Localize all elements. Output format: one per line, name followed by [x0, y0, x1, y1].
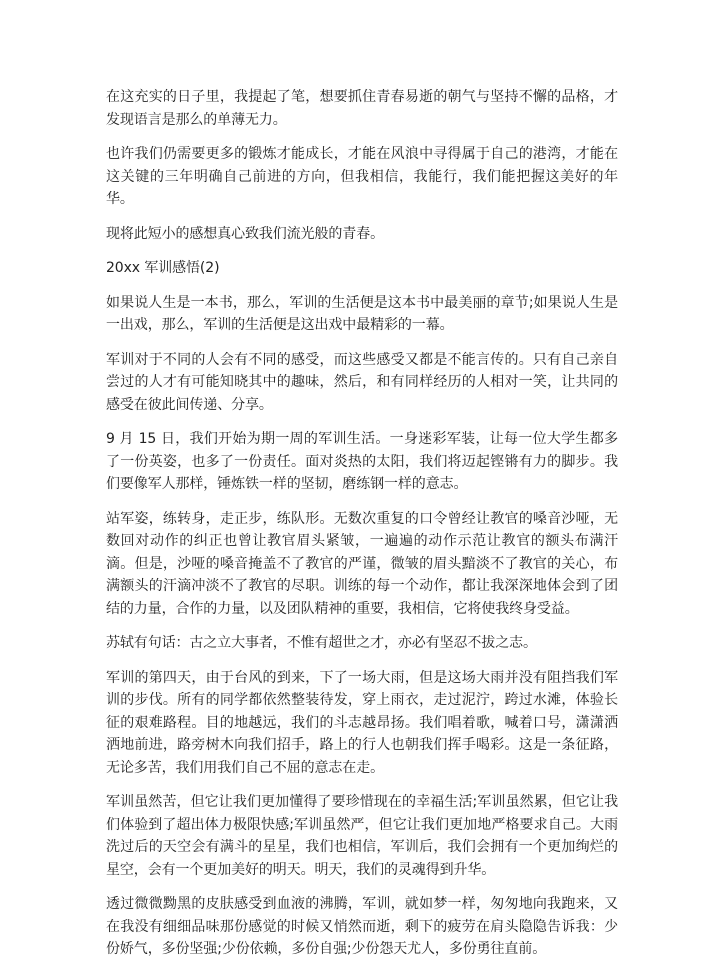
- paragraph-rain-march: 军训的第四天，由于台风的到来，下了一场大雨，但是这场大雨并没有阻挡我们军训的步伐。所有的同学都依然整装待发，穿上雨衣，走过泥泞，跨过水滩，体验长征的艰难路程。目的地越远，我们的斗志越昂扬。我们唱着歌，喊着口号，潇潇洒洒地前进，路旁树木向我们招手，路上的行人也朝我们挥手喝彩。这是一条征路，无论多苦，我们用我们自己不屈的意志在走。: [106, 669, 618, 776]
- paragraph-book-metaphor: 如果说人生是一本书，那么，军训的生活便是这本书中最美丽的章节;如果说人生是一出戏，那么，军训的生活便是这出戏中最精彩的一幕。: [106, 294, 618, 333]
- document-body: [106, 86, 618, 973]
- paragraph-hardship: 军训虽然苦，但它让我们更加懂得了要珍惜现在的幸福生活;军训虽然累，但它让我们体验到了超出体力极限快感;军训虽然严，但它让我们更加地严格要求自己。大雨洗过后的天空会有满斗的星星，我们也相信，军训后，我们会拥有一个更加绚烂的星空，会有一个更加美好的明天。明天，我们的灵魂得到升华。: [106, 794, 618, 878]
- paragraph-drills: 站军姿，练转身，走正步，练队形。无数次重复的口令曾经让教官的嗓音沙哑，无数回对动作的纠正也曾让教官眉头紧皱，一遍遍的动作示范让教官的额头布满汗滴。但是，沙哑的嗓音掩盖不了教官的严谨，微皱的眉头黯淡不了教官的关心，布满额头的汗滴冲淡不了教官的尽职。训练的每一个动作，都让我深深地体会到了团结的力量，合作的力量，以及团队精神的重要，我相信，它将使我终身受益。: [106, 510, 618, 617]
- paragraph-growth: 也许我们仍需要更多的锻炼才能成长，才能在风浪中寻得属于自己的港湾，才能在这关键的三年明确自己前进的方向，但我相信，我能行，我们能把握这美好的年华。: [106, 146, 618, 207]
- paragraph-dedication: 现将此短小的感想真心致我们流光般的青春。: [106, 225, 384, 242]
- paragraph-conclusion: 透过微微黝黑的皮肤感受到血液的沸腾，军训，就如梦一样，匆匆地向我跑来，又在我没有细细品味那份感觉的时候又悄然而逝，剩下的疲劳在肩头隐隐告诉我：少份娇气，多份坚强;少份依赖，多份自强;少份怨天尤人，多份勇往直前。: [106, 896, 618, 957]
- paragraph-su-shi-quote: 苏轼有句话：古之立大事者，不惟有超世之才，亦必有坚忍不拔之志。: [106, 635, 537, 651]
- section-heading: 20xx 军训感悟(2): [106, 260, 220, 276]
- paragraph-feelings: 军训对于不同的人会有不同的感受，而这些感受又都是不能言传的。只有自己亲自尝过的人才有可能知晓其中的趣味，然后，和有同样经历的人相对一笑，让共同的感受在彼此间传递、分享。: [106, 351, 618, 413]
- paragraph-intro-pen: 在这充实的日子里，我提起了笔，想要抓住青春易逝的朝气与坚持不懈的品格，才发现语言是那么的单薄无力。: [106, 89, 618, 128]
- paragraph-sept-15: 9 月 15 日，我们开始为期一周的军训生活。一身迷彩军装，让每一位大学生都多了一份英姿，也多了一份责任。面对炎热的太阳，我们将迈起铿锵有力的脚步。我们要像军人那样，锤炼铁一样的坚韧，磨练钢一样的意志。: [106, 431, 618, 492]
